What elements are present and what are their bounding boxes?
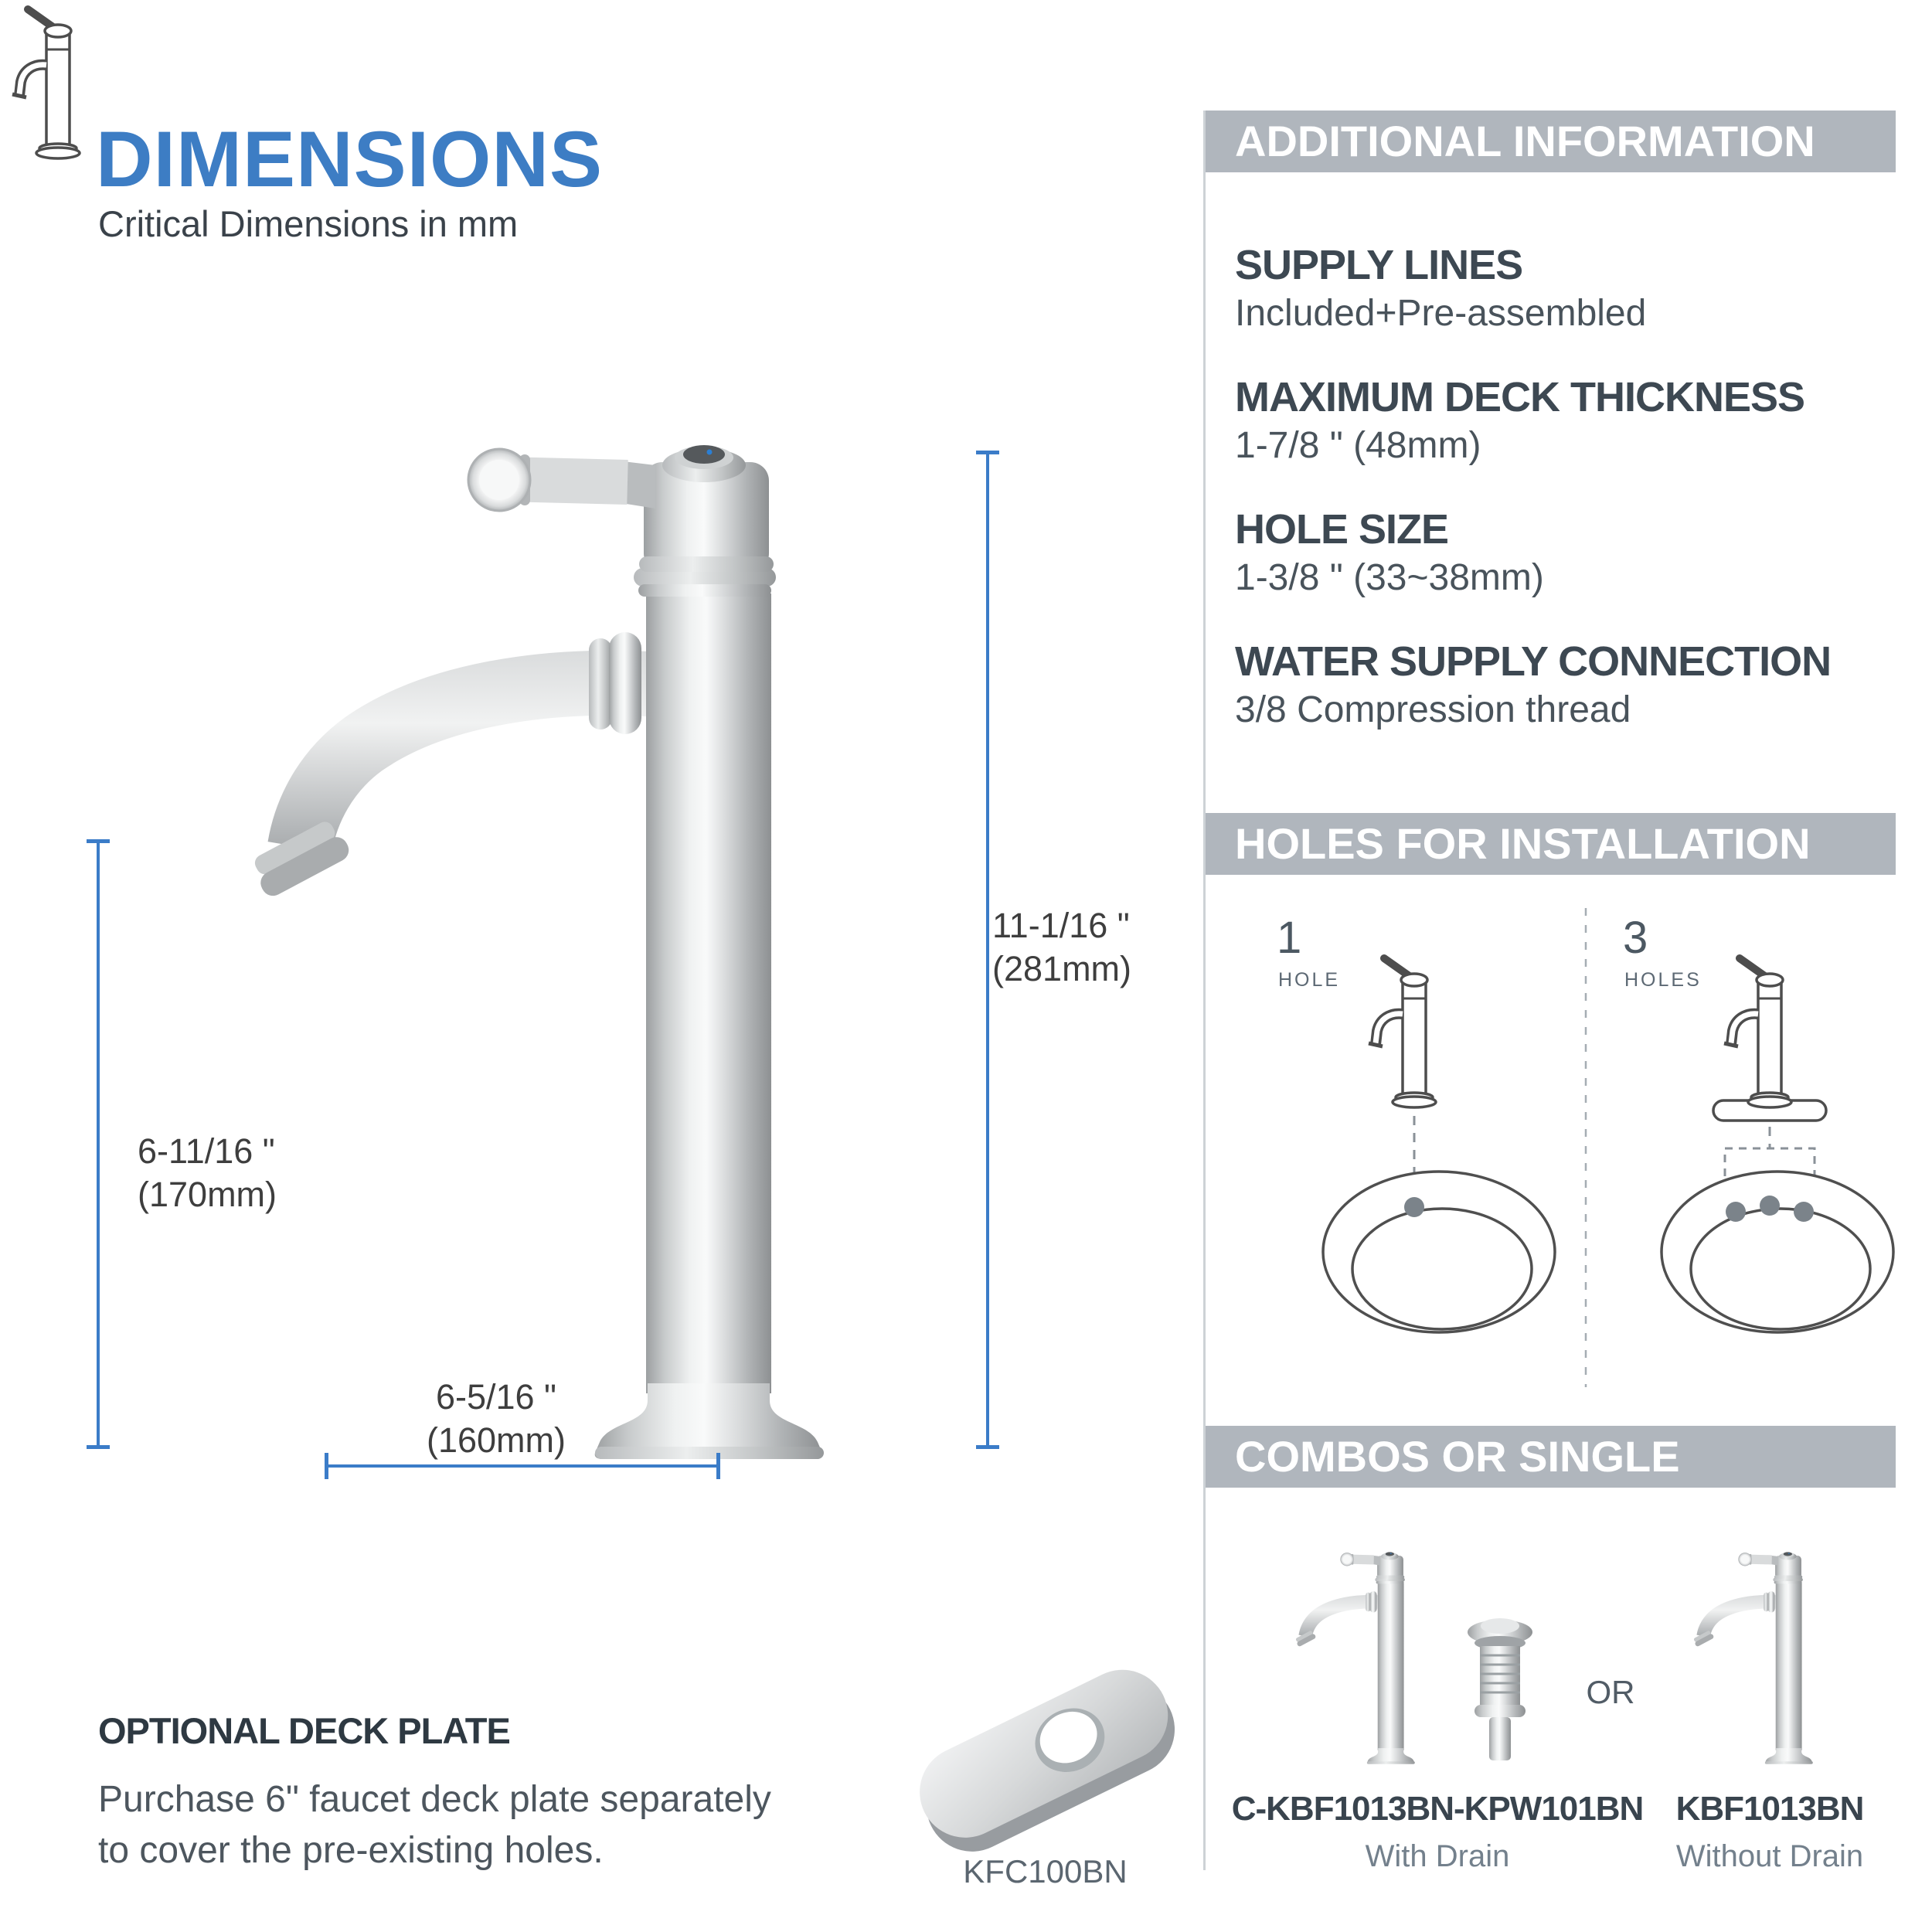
combo-model-with-drain: C-KBF1013BN-KPW101BN (1231, 1790, 1644, 1828)
faucet-line-icon (12, 9, 80, 158)
faucet-body (646, 594, 771, 1393)
deck-plate-description-line2: to cover the pre-existing holes. (98, 1830, 604, 1871)
spec-value: 3/8 Compression thread (1235, 689, 1631, 730)
dim-label-spout-reach (334, 1376, 658, 1462)
combo-model-without-drain: KBF1013BN (1675, 1790, 1864, 1828)
hole-option-count: 3 (1623, 913, 1648, 963)
page-title: DIMENSIONS (96, 115, 604, 203)
deck-plate-illustration (904, 1655, 1190, 1867)
hole-option-label: HOLE (1278, 969, 1341, 991)
spec-value: Included+Pre-assembled (1235, 293, 1647, 334)
spec-label: HOLE SIZE (1235, 506, 1449, 553)
one-hole-faucet-icon (1369, 958, 1436, 1107)
mounting-hole-dot (1760, 1196, 1780, 1216)
combos-or-single-banner: COMBOS OR SINGLE (1206, 1426, 1896, 1488)
hole-option-count: 1 (1277, 913, 1302, 963)
faucet-index-button (683, 445, 725, 464)
dim-value-mm: (170mm) (138, 1175, 277, 1214)
mounting-hole-dot (1404, 1197, 1424, 1217)
holes-for-installation-banner: HOLES FOR INSTALLATION (1206, 813, 1896, 875)
combo-variant-with-drain: With Drain (1365, 1839, 1510, 1873)
deck-plate-heading: OPTIONAL DECK PLATE (98, 1710, 510, 1751)
spec-label: SUPPLY LINES (1235, 242, 1523, 288)
dim-value-inches: 6-11/16 " (138, 1131, 275, 1171)
page-subtitle: Critical Dimensions in mm (98, 203, 519, 244)
spec-label: MAXIMUM DECK THICKNESS (1235, 374, 1805, 420)
single-faucet-illustration (1692, 1552, 1813, 1764)
dim-value-inches: 11-1/16 " (992, 906, 1130, 945)
hole-option-label: HOLES (1624, 969, 1702, 991)
column-divider (1203, 111, 1206, 1870)
combo-faucet-with-drain-illustration (1294, 1552, 1415, 1764)
sink-3-hole-diagram (1662, 1172, 1893, 1332)
deck-plate-model: KFC100BN (963, 1853, 1128, 1889)
three-hole-faucet-icon (1713, 958, 1826, 1121)
faucet-illustration (248, 445, 824, 1459)
or-separator: OR (1586, 1674, 1635, 1710)
dim-value-mm: (160mm) (426, 1420, 566, 1460)
spec-value: 1-3/8 " (33~38mm) (1235, 557, 1544, 598)
sink-1-hole-diagram (1323, 1172, 1555, 1332)
mounting-hole-dot (1726, 1202, 1746, 1222)
additional-information-banner: ADDITIONAL INFORMATION (1206, 111, 1896, 172)
combo-variant-without-drain: Without Drain (1675, 1839, 1864, 1873)
mounting-hole-dot (1794, 1202, 1814, 1222)
drain-assembly-illustration (1468, 1618, 1532, 1760)
dim-label-overall-height (992, 904, 1131, 991)
spec-label: WATER SUPPLY CONNECTION (1235, 638, 1832, 685)
dim-label-spout-height (138, 1130, 277, 1216)
deck-plate-description-line1: Purchase 6" faucet deck plate separately (98, 1779, 771, 1820)
dim-line-spout-height (87, 839, 110, 1449)
dim-value-inches: 6-5/16 " (435, 1377, 557, 1417)
spec-value: 1-7/8 " (48mm) (1235, 425, 1481, 466)
deck-plate-description (98, 1774, 771, 1876)
dim-value-mm: (281mm) (992, 949, 1132, 988)
